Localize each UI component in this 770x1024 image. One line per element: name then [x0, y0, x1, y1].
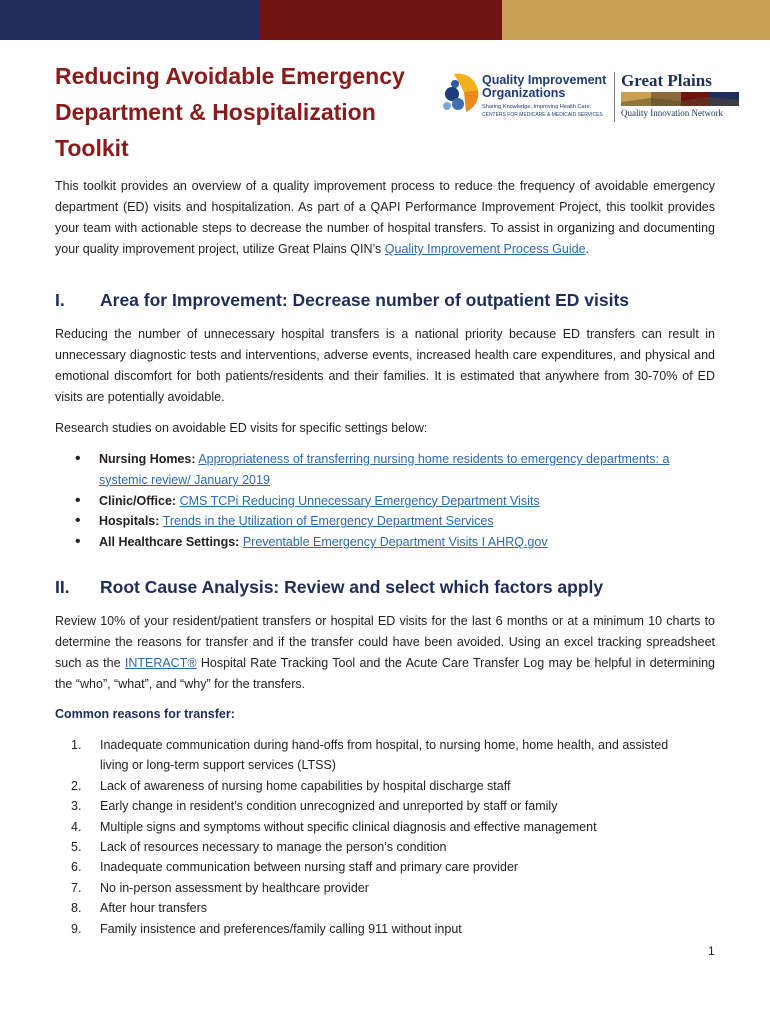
quality-improvement-guide-link[interactable]: Quality Improvement Process Guide	[384, 242, 586, 256]
research-intro: Research studies on avoidable ED visits for specific settings below:	[55, 421, 428, 435]
clinic-office-link[interactable]: CMS TCPi Reducing Unnecessary Emergency Department Visits	[179, 493, 540, 508]
qio-logo-mark-icon	[440, 70, 482, 118]
list-item: 3. Early change in resident’s condition unrecognized and unreported by staff or family	[71, 799, 558, 814]
section-1-paragraph: Reducing the number of unnecessary hospital transfers is a national priority because ED transfers can result in unnecessary diagnostic tests and interventions, adverse events, increased health care expenditures, and physical and emotional discomfort for both patients/residents and their families. It is estimated that anywhere from 30-70% of ED visits are potentially avoidable.	[55, 327, 715, 404]
all-settings-link[interactable]: Preventable Emergency Department Visits I AHRQ.gov	[242, 535, 548, 550]
list-item: 2. Lack of awareness of nursing home capabilities by hospital discharge staff	[71, 778, 511, 793]
common-reasons-subheading: Common reasons for transfer:	[55, 707, 235, 721]
list-item: 9. Family insistence and preferences/family calling 911 without input	[71, 921, 462, 936]
hospitals-link[interactable]: Trends in the Utilization of Emergency Department Services	[162, 514, 494, 529]
interact-link[interactable]: INTERACT®	[124, 656, 197, 670]
section-2-paragraph: Review 10% of your resident/patient transfers or hospital ED visits for the last 6 months or at a minimum 10 charts to determine the reasons for transfer and if the transfer could have been avoided. Using an excel tracking spreadsheet such as the INTERACT® Hospital Rate Tracking Tool and the Acute Care Transfer Log may be helpful in determining the “who”, “what”, and “why” for the transfers.	[55, 614, 716, 691]
list-item: 4. Multiple signs and symptoms without specific clinical diagnosis and effective management	[71, 819, 597, 834]
logo-divider	[614, 72, 615, 122]
list-item: 5. Lack of resources necessary to manage the person’s condition	[71, 840, 447, 855]
header-bar-navy	[0, 0, 260, 40]
research-list	[75, 449, 675, 553]
nursing-homes-link[interactable]: Appropriateness of transferring nursing home residents to emergency departments: a systemic review/ January 2019	[99, 452, 670, 487]
section-1-heading: I. Area for Improvement: Decrease number of outpatient ED visits	[55, 290, 630, 310]
page-number: 1	[708, 944, 715, 958]
gp-subtitle: Quality Innovation Network	[621, 108, 723, 118]
gp-photo-strip-icon	[621, 92, 739, 106]
qio-name: Quality Improvement Organizations	[482, 73, 607, 100]
qio-tagline: Sharing Knowledge. Improving Health Care.	[482, 104, 592, 110]
list-item: 7. No in-person assessment by healthcare provider	[71, 880, 369, 895]
list-item: • Nursing Homes: Appropriateness of transferring nursing home residents to emergency departments: a systemic review/ January 2019	[75, 449, 675, 491]
gp-name: Great Plains	[621, 71, 712, 90]
list-item: 8. After hour transfers	[71, 901, 207, 916]
list-item: • All Healthcare Settings: Preventable Emergency Department Visits I AHRQ.gov	[75, 532, 675, 553]
header-bar-gold	[502, 0, 770, 40]
great-plains-logo	[621, 70, 741, 122]
header-bar-red	[260, 0, 502, 40]
intro-paragraph: This toolkit provides an overview of a quality improvement process to reduce the frequency of avoidable emergency department (ED) visits and hospitalization. As part of a QAPI Performance Improvement Project, this toolkit provides your team with actionable steps to decrease the number of hospital transfers. To assist in organizing and documenting your quality improvement project, utilize Great Plains QIN’s Quality Improvement Process Guide.	[55, 179, 715, 256]
reasons-list	[55, 735, 695, 939]
list-item: • Hospitals: Trends in the Utilization of Emergency Department Services	[75, 511, 675, 532]
section-2-heading: II. Root Cause Analysis: Review and select which factors apply	[55, 577, 604, 597]
list-item: • Clinic/Office: CMS TCPi Reducing Unnecessary Emergency Department Visits	[75, 491, 675, 512]
header-color-bar	[0, 0, 770, 40]
document-title: Reducing Avoidable Emergency Department & Hospitalization Toolkit	[55, 63, 405, 161]
qio-logo	[440, 70, 612, 122]
list-item: 6. Inadequate communication between nursing staff and primary care provider	[71, 860, 519, 875]
list-item: 1. Inadequate communication during hand-offs from hospital, to nursing home, home health, and assisted living or long-term support services (LTSS)	[71, 738, 669, 773]
qio-cms-line: CENTERS FOR MEDICARE & MEDICAID SERVICES	[482, 112, 603, 118]
